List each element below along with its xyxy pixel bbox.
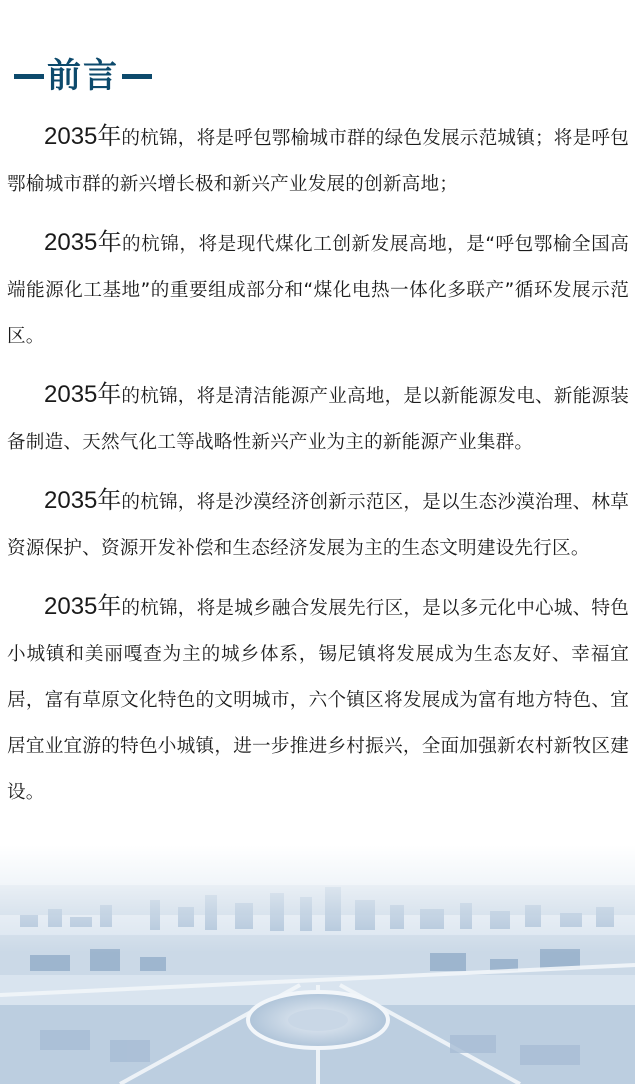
paragraph-year: 2035年: [44, 381, 122, 408]
city-aerial-image: [0, 845, 635, 1084]
paragraph-year: 2035年: [44, 123, 122, 150]
paragraph-2: [7, 220, 629, 360]
paragraph-1: [7, 114, 629, 208]
paragraph-text: 的杭锦，将是呼包鄂榆城市群的绿色发展示范城镇；将是呼包鄂榆城市群的新兴增长极和新兴产业发展的创新高地；: [7, 128, 629, 195]
page-heading: [14, 52, 152, 100]
paragraph-text: 的杭锦，将是现代煤化工创新发展高地，是“呼包鄂榆全国高端能源化工基地”的重要组成部分和“煤化电热一体化多联产”循环发展示范区。: [7, 234, 629, 347]
heading-left-bar: [14, 74, 44, 79]
heading-title: 前言: [47, 56, 119, 96]
heading-right-bar: [122, 74, 152, 79]
paragraph-year: 2035年: [44, 487, 122, 514]
paragraph-5: [7, 584, 629, 816]
paragraph-text: 的杭锦，将是城乡融合发展先行区，是以多元化中心城、特色小城镇和美丽嘎查为主的城乡体系，锡尼镇将发展成为生态友好、幸福宜居，富有草原文化特色的文明城市，六个镇区将发展成为富有地方特色、宜居宜业宜游的特色小城镇，进一步推进乡村振兴，全面加强新农村新牧区建设。: [7, 598, 629, 803]
article-body: [7, 114, 629, 828]
paragraph-3: [7, 372, 629, 466]
paragraph-text: 的杭锦，将是沙漠经济创新示范区，是以生态沙漠治理、林草资源保护、资源开发补偿和生态经济发展为主的生态文明建设先行区。: [7, 492, 629, 559]
paragraph-year: 2035年: [44, 229, 123, 256]
paragraph-text: 的杭锦，将是清洁能源产业高地，是以新能源发电、新能源装备制造、天然气化工等战略性新兴产业为主的新能源产业集群。: [7, 386, 629, 453]
paragraph-year: 2035年: [44, 593, 122, 620]
paragraph-4: [7, 478, 629, 572]
